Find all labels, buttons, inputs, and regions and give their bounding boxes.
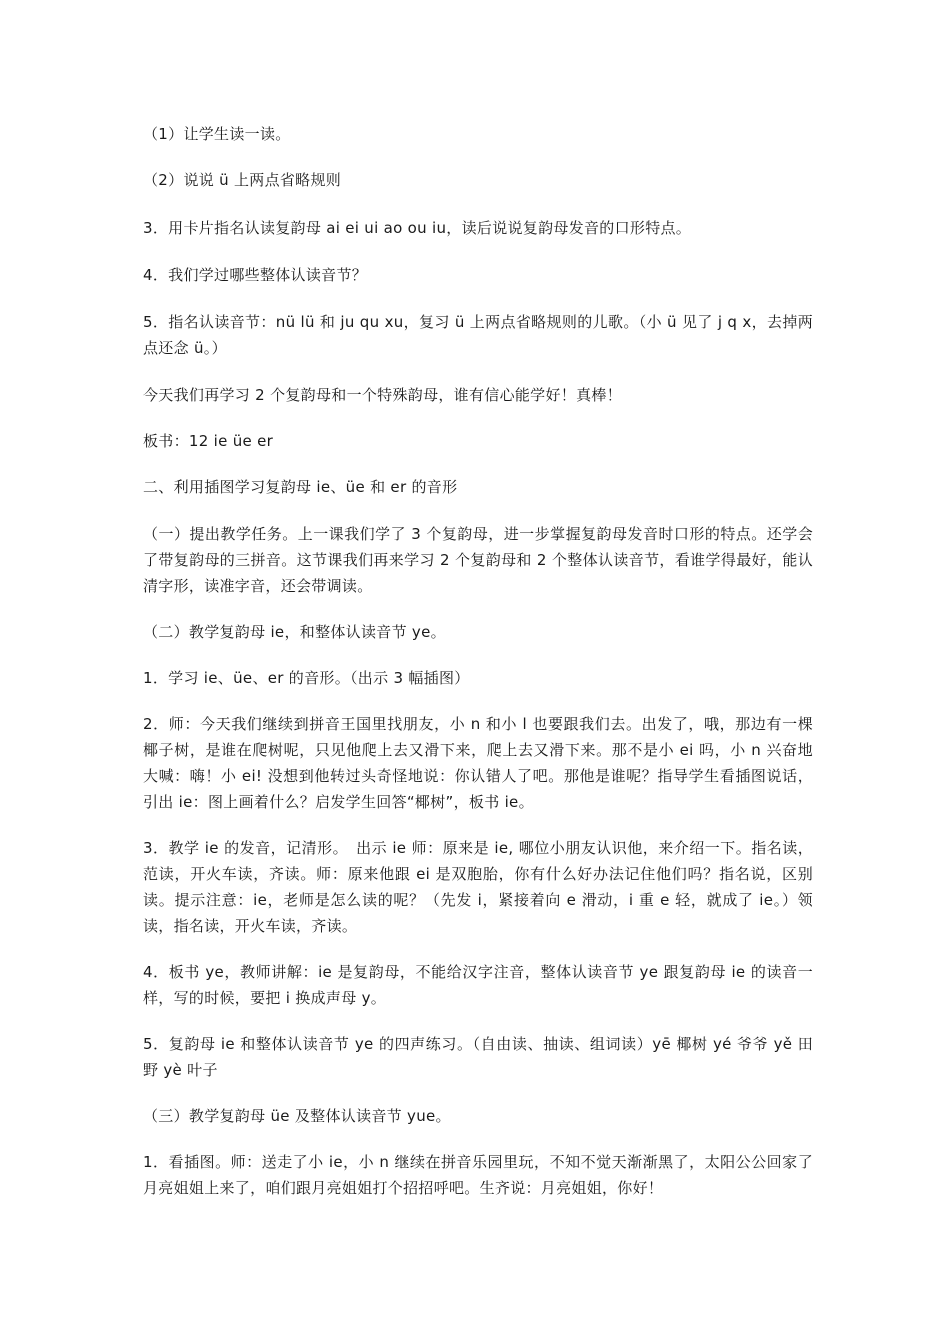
paragraph-12: 3．教学 ie 的发音，记清形。 出示 ie 师：原来是 ie, 哪位小朋友认识他，来介绍一下。指名读，范读，开火车读，齐读。师：原来他跟 ei 是双胞胎，你有什么好办法记住他们吗？指名说，区别读。提示注意：ie，老师是怎么读的呢？（先发 i，紧接着向 e 滑动，i 重 e 轻，就成了 ie。）领读，指名读，开火车读，齐读。 xyxy=(143,839,813,935)
paragraph-6: 今天我们再学习 2 个复韵母和一个特殊韵母，谁有信心能学好！真棒！ xyxy=(143,386,622,404)
section-heading: 二、利用插图学习复韵母 ie、üe 和 er 的音形 xyxy=(143,478,458,496)
paragraph-10: 1．学习 ie、üe、er 的音形。（出示 3 幅插图） xyxy=(143,669,470,687)
paragraph-7: 板书：12 ie üe er xyxy=(143,432,274,450)
paragraph-14: 5．复韵母 ie 和整体认读音节 ye 的四声练习。（自由读、抽读、组词读）yē 椰树 yé 爷爷 yě 田野 yè 叶子 xyxy=(143,1035,813,1079)
document-page xyxy=(143,121,813,1201)
paragraph-4: 4．我们学过哪些整体认读音节？ xyxy=(143,266,368,284)
paragraph-15: （三）教学复韵母 üe 及整体认读音节 yue。 xyxy=(143,1107,451,1125)
paragraph-13: 4．板书 ye，教师讲解：ie 是复韵母，不能给汉字注音，整体认读音节 ye 跟复韵母 ie 的读音一样，写的时候，要把 i 换成声母 y。 xyxy=(143,963,813,1007)
paragraph-9: （二）教学复韵母 ie，和整体认读音节 ye。 xyxy=(143,623,446,641)
paragraph-16: 1．看插图。师：送走了小 ie，小 n 继续在拼音乐园里玩，不知不觉天渐渐黑了，太阳公公回家了月亮姐姐上来了，咱们跟月亮姐姐打个招招呼吧。生齐说：月亮姐姐，你好！ xyxy=(143,1153,813,1197)
paragraph-2: （2）说说 ü 上两点省略规则 xyxy=(143,171,342,189)
paragraph-11: 2．师：今天我们继续到拼音王国里找朋友，小 n 和小 l 也要跟我们去。出发了，哦，那边有一棵椰子树，是谁在爬树呢，只见他爬上去又滑下来，爬上去又滑下来。那不是小 ei 吗，小 n 兴奋地大喊：嗨！小 ei! 没想到他转过头奇怪地说：你认错人了吧。那他是谁呢？指导学生看插图说话，引出 ie：图上画着什么？启发学生回答“椰树”，板书 ie。 xyxy=(143,715,813,811)
paragraph-1: （1）让学生读一读。 xyxy=(143,125,291,143)
paragraph-3: 3．用卡片指名认读复韵母 ai ei ui ao ou iu，读后说说复韵母发音的口形特点。 xyxy=(143,219,692,237)
paragraph-5: 5．指名认读音节：nü lü 和 ju qu xu，复习 ü 上两点省略规则的儿歌。（小 ü 见了 j q x，去掉两点还念 ü。） xyxy=(143,313,813,357)
paragraph-8: （一）提出教学任务。上一课我们学了 3 个复韵母，进一步掌握复韵母发音时口形的特点。还学会了带复韵母的三拼音。这节课我们再来学习 2 个复韵母和 2 个整体认读音节，看谁学得最好，能认清字形，读准字音，还会带调读。 xyxy=(143,525,813,595)
